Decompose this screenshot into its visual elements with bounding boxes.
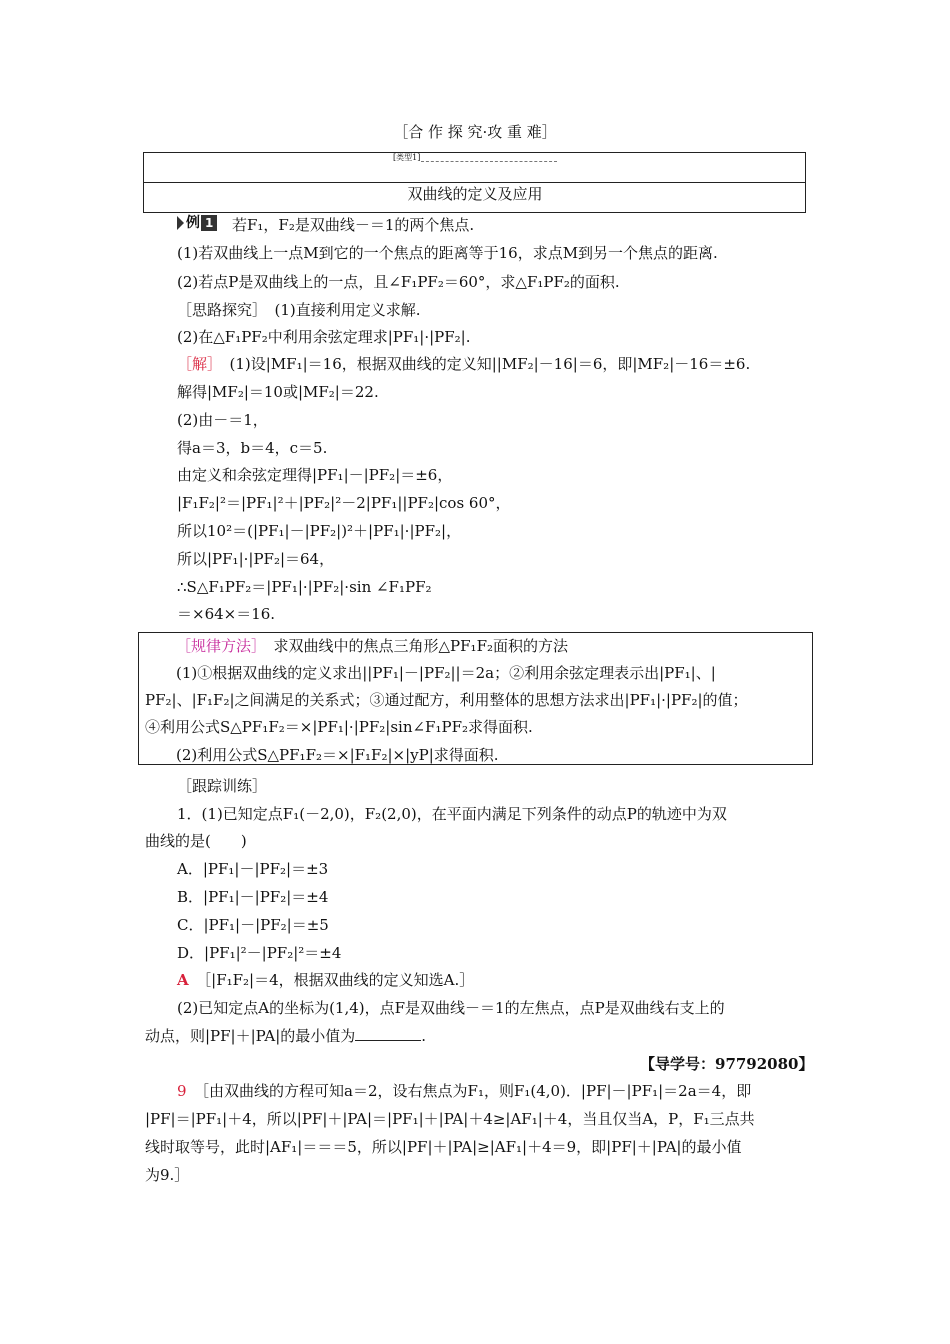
question-line: (1)若双曲线上一点M到它的一个焦点的距离等于16，求点M到另一个焦点的距离.: [177, 244, 718, 262]
solution-label: ［解］: [177, 355, 215, 373]
solution-line: |F₁F₂|²＝|PF₁|²＋|PF₂|²－2|PF₁||PF₂|cos 60°，: [177, 494, 511, 512]
table-divider: [143, 182, 806, 183]
method-line: (2)利用公式S△PF₁F₂＝×|F₁F₂|×|yP|求得面积.: [176, 746, 499, 764]
answer2-line: [177, 1081, 751, 1101]
method-title: 求双曲线中的焦点三角形△PF₁F₂面积的方法: [258, 637, 568, 655]
type-title: 双曲线的定义及应用: [407, 185, 543, 203]
answer1-line: [177, 970, 474, 990]
option-c: C．|PF₁|－|PF₂|＝±5: [177, 916, 329, 934]
method-line: ④利用公式S△PF₁F₂＝×|PF₁|·|PF₂|sin∠F₁PF₂求得面积.: [145, 718, 533, 736]
q2-line: (2)已知定点A的坐标为(1,4)，点F是双曲线－＝1的左焦点，点P是双曲线右支上的: [177, 999, 725, 1017]
answer-blank: [355, 1026, 421, 1041]
q2-line: [145, 1026, 426, 1046]
option-d: D．|PF₁|²－|PF₂|²＝±4: [177, 944, 342, 962]
answer2-value: 9: [177, 1082, 187, 1100]
example-text: 若F₁，F₂是双曲线－＝1的两个焦点.: [232, 216, 475, 234]
solution-line: ∴S△F₁PF₂＝|PF₁|·|PF₂|·sin ∠F₁PF₂: [177, 578, 432, 596]
thinking-line: ［思路探究］ (1)直接利用定义求解.: [177, 301, 421, 319]
answer1-letter: A: [177, 971, 189, 989]
answer2-line: 线时取等号，此时|AF₁|＝＝＝5，所以|PF|＋|PA|≥|AF₁|＋4＝9，即|PF|＋|PA|的最小值: [145, 1138, 742, 1156]
q1-line: 曲线的是( ): [145, 832, 247, 850]
solution-first-line: [177, 354, 750, 374]
solution-line: 由定义和余弦定理得|PF₁|－|PF₂|＝±6，: [177, 466, 453, 484]
answer2-line: 为9.］: [145, 1166, 190, 1184]
example-badge-number: 1: [201, 215, 217, 231]
solution-line: 得a＝3，b＝4，c＝5.: [177, 439, 328, 457]
method-line: PF₂|、|F₁F₂|之间满足的关系式；③通过配方，利用整体的思想方法求出|PF₁|·|PF₂|的值；: [145, 691, 748, 709]
example-badge-word: 例: [186, 215, 200, 231]
question-line: (2)若点P是双曲线上的一点，且∠F₁PF₂＝60°，求△F₁PF₂的面积.: [177, 273, 620, 291]
q2-text: 动点，则|PF|＋|PA|的最小值为: [145, 1027, 356, 1045]
type-tag: [类型1]: [393, 153, 421, 162]
thinking-line: (2)在△F₁PF₂中利用余弦定理求|PF₁|·|PF₂|.: [177, 328, 471, 346]
triangle-icon: [177, 216, 184, 230]
method-title-line: [176, 636, 568, 656]
method-label: ［规律方法］: [176, 637, 259, 655]
option-a: A．|PF₁|－|PF₂|＝±3: [177, 860, 329, 878]
solution-first-text: (1)设|MF₁|＝16，根据双曲线的定义知||MF₂|－16|＝6，即|MF₂|－16＝±6.: [214, 355, 751, 373]
tracking-heading: ［跟踪训练］: [177, 777, 268, 795]
solution-line: 所以|PF₁|·|PF₂|＝64，: [177, 550, 335, 568]
tag-dashed-line: [421, 161, 557, 162]
method-line: (1)①根据双曲线的定义求出||PF₁|－|PF₂||＝2a；②利用余弦定理表示出|PF₁|、|: [176, 664, 716, 682]
guide-number: 【导学号：97792080】: [640, 1055, 814, 1073]
answer1-text: ［|F₁F₂|＝4，根据双曲线的定义知选A.］: [188, 971, 475, 989]
example-badge: [177, 215, 217, 231]
solution-line: 所以10²＝(|PF₁|－|PF₂|)²＋|PF₁|·|PF₂|，: [177, 522, 462, 540]
answer2-line: |PF|＝|PF₁|＋4，所以|PF|＋|PA|＝|PF₁|＋|PA|＋4≥|AF₁|＋4，当且仅当A，P，F₁三点共: [145, 1110, 755, 1128]
solution-line: (2)由－＝1，: [177, 411, 268, 429]
answer2-text: ［由双曲线的方程可知a＝2，设右焦点为F₁，则F₁(4,0)．|PF|－|PF₁|＝2a＝4，即: [186, 1082, 752, 1100]
q2-period: .: [421, 1027, 427, 1045]
solution-line: ＝×64×＝16.: [177, 605, 276, 623]
section-header: ［合 作 探 究·攻 重 难］: [393, 123, 557, 141]
q1-line: 1．(1)已知定点F₁(－2,0)，F₂(2,0)，在平面内满足下列条件的动点P的轨迹中为双: [177, 805, 727, 823]
solution-line: 解得|MF₂|＝10或|MF₂|＝22.: [177, 383, 379, 401]
option-b: B．|PF₁|－|PF₂|＝±4: [177, 888, 329, 906]
